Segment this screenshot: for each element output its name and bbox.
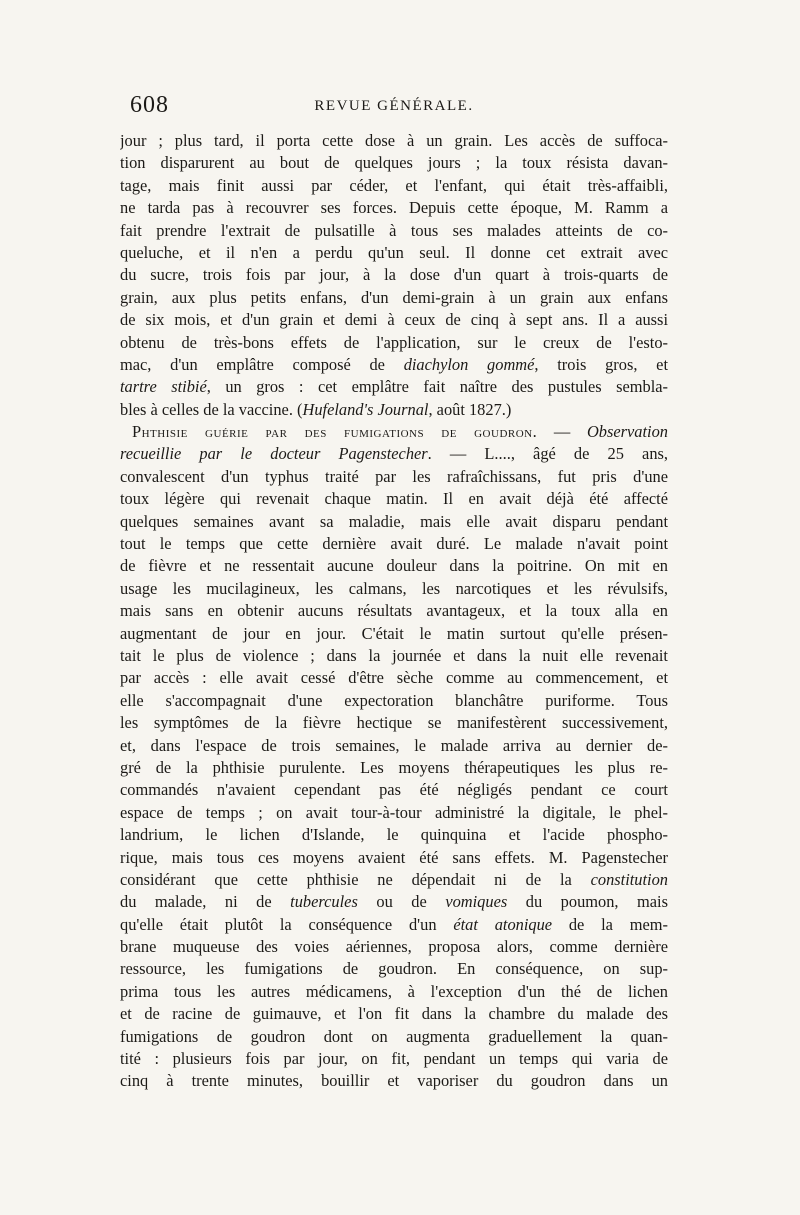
italic-text: recueillie par le docteur Pagenstecher xyxy=(120,444,428,464)
text-line: par accès : elle avait cessé d'être sèche comme au commencement, et xyxy=(120,668,668,688)
text-fragment: ou de xyxy=(357,892,446,912)
text-line: ressource, les fumigations de goudron. En conséquence, on sup- xyxy=(120,959,668,979)
text-fragment: , août 1827.) xyxy=(428,399,512,419)
italic-text: Hufeland's Journal xyxy=(302,399,429,419)
text-line: elle s'accompagnait d'une expectoration blanchâtre puriforme. Tous xyxy=(120,690,668,710)
text-line xyxy=(120,354,668,376)
text-line: queluche, et il n'en a perdu qu'un seul. Il donne cet extrait avec xyxy=(120,242,668,262)
text-line: landrium, le lichen d'Islande, le quinquina et l'acide phospho- xyxy=(120,825,668,845)
text-line: ne tarda pas à recouvrer ses forces. Depuis cette époque, M. Ramm a xyxy=(120,198,668,218)
text-fragment: qu'elle était plutôt la conséquence d'un xyxy=(120,914,454,934)
text-line: toux légère qui revenait chaque matin. Il en avait déjà été affecté xyxy=(120,489,668,509)
page-header xyxy=(120,92,668,128)
paragraph-phthisie xyxy=(120,421,668,1093)
paragraph-title-line xyxy=(120,421,668,443)
text-line: grain, aux plus petits enfans, d'un demi-grain à un grain aux enfans xyxy=(120,287,668,307)
italic-text: constitution xyxy=(590,869,668,889)
text-line: brane muqueuse des voies aériennes, proposa alors, comme dernière xyxy=(120,937,668,957)
section-title: Phthisie guérie par des fumigations de goudron. xyxy=(132,422,538,442)
text-line: et, dans l'espace de trois semaines, le malade arriva au dernier de- xyxy=(120,735,668,755)
paragraph-pulsatille xyxy=(120,130,668,421)
text-line: tout le temps que cette dernière avait duré. Le malade n'avait point xyxy=(120,534,668,554)
text-fragment: , trois gros, et xyxy=(534,354,668,374)
text-line: tité : plusieurs fois par jour, on fit, pendant un temps qui varia de xyxy=(120,1049,668,1069)
text-fragment: bles à celles de la vaccine. ( xyxy=(120,399,303,419)
italic-text: diachylon gommé xyxy=(403,354,535,374)
book-page xyxy=(120,92,668,1093)
italic-text: vomiques xyxy=(445,892,508,912)
text-line: fumigations de goudron dont on augmenta graduellement la quan- xyxy=(120,1026,668,1046)
text-line: les symptômes de la fièvre hectique se manifestèrent successivement, xyxy=(120,713,668,733)
text-line xyxy=(120,869,668,891)
text-line xyxy=(120,399,668,421)
text-line: de fièvre et ne ressentait aucune douleur dans la poitrine. On mit en xyxy=(120,556,668,576)
page-number: 608 xyxy=(130,92,169,118)
text-line: tage, mais finit aussi par céder, et l'enfant, qui était très-affaibli, xyxy=(120,175,668,195)
text-line: mais sans en obtenir aucuns résultats avantageux, et la toux alla en xyxy=(120,601,668,621)
text-line: jour ; plus tard, il porta cette dose à un grain. Les accès de suffoca- xyxy=(120,131,668,150)
text-line xyxy=(120,443,668,465)
text-fragment: considérant que cette phthisie ne dépendait ni de la xyxy=(120,869,591,889)
text-fragment: mac, d'un emplâtre composé de xyxy=(120,354,404,374)
text-line: de six mois, et d'un grain et demi à ceux de cinq à sept ans. Il a aussi xyxy=(120,310,668,330)
text-line: fait prendre l'extrait de pulsatille à tous ses malades atteints de co- xyxy=(120,220,668,240)
text-line: usage les mucilagineux, les calmans, les narcotiques et les révulsifs, xyxy=(120,578,668,598)
text-line: prima tous les autres médicamens, à l'exception d'un thé de lichen xyxy=(120,981,668,1001)
text-line: espace de temps ; on avait tour-à-tour administré la digitale, le phel- xyxy=(120,802,668,822)
text-line: obtenu de très-bons effets de l'application, sur le creux de l'esto- xyxy=(120,332,668,352)
text-line: commandés n'avaient cependant pas été négligés pendant ce court xyxy=(120,780,668,800)
text-line xyxy=(120,914,668,936)
text-line: et de racine de guimauve, et l'on fit dans la chambre du malade des xyxy=(120,1004,668,1024)
text-line: tait le plus de violence ; dans la journée et dans la nuit elle revenait xyxy=(120,645,668,665)
text-line: convalescent d'un typhus traité par les rafraîchissans, fut pris d'une xyxy=(120,466,668,486)
text-fragment: du malade, ni de xyxy=(120,892,291,912)
text-line xyxy=(120,891,668,913)
italic-text: état atonique xyxy=(453,914,553,934)
running-head: REVUE GÉNÉRALE. xyxy=(314,98,474,114)
text-line: rique, mais tous ces moyens avaient été sans effets. M. Pagenstecher xyxy=(120,847,668,867)
italic-text: tartre stibié xyxy=(120,377,207,397)
text-line: augmentant de jour en jour. C'était le matin surtout qu'elle présen- xyxy=(120,623,668,643)
title-dash: — xyxy=(537,422,587,442)
text-line xyxy=(120,376,668,398)
text-fragment: . — L...., âgé de 25 ans, xyxy=(427,444,668,464)
text-line: cinq à trente minutes, bouillir et vaporiser du goudron dans un xyxy=(120,1071,668,1091)
text-fragment: de la mem- xyxy=(552,914,668,934)
text-line: quelques semaines avant sa maladie, mais elle avait disparu pendant xyxy=(120,511,668,531)
text-line: tion disparurent au bout de quelques jours ; la toux résista davan- xyxy=(120,153,668,173)
title-italic: Observation xyxy=(586,422,668,442)
body-text xyxy=(120,130,668,1093)
italic-text: tubercules xyxy=(290,892,358,912)
text-fragment: , un gros : cet emplâtre fait naître des pustules sembla- xyxy=(206,377,668,397)
text-fragment: du poumon, mais xyxy=(507,892,668,912)
text-line: gré de la phthisie purulente. Les moyens thérapeutiques les plus re- xyxy=(120,757,668,777)
text-line: du sucre, trois fois par jour, à la dose d'un quart à trois-quarts de xyxy=(120,265,668,285)
